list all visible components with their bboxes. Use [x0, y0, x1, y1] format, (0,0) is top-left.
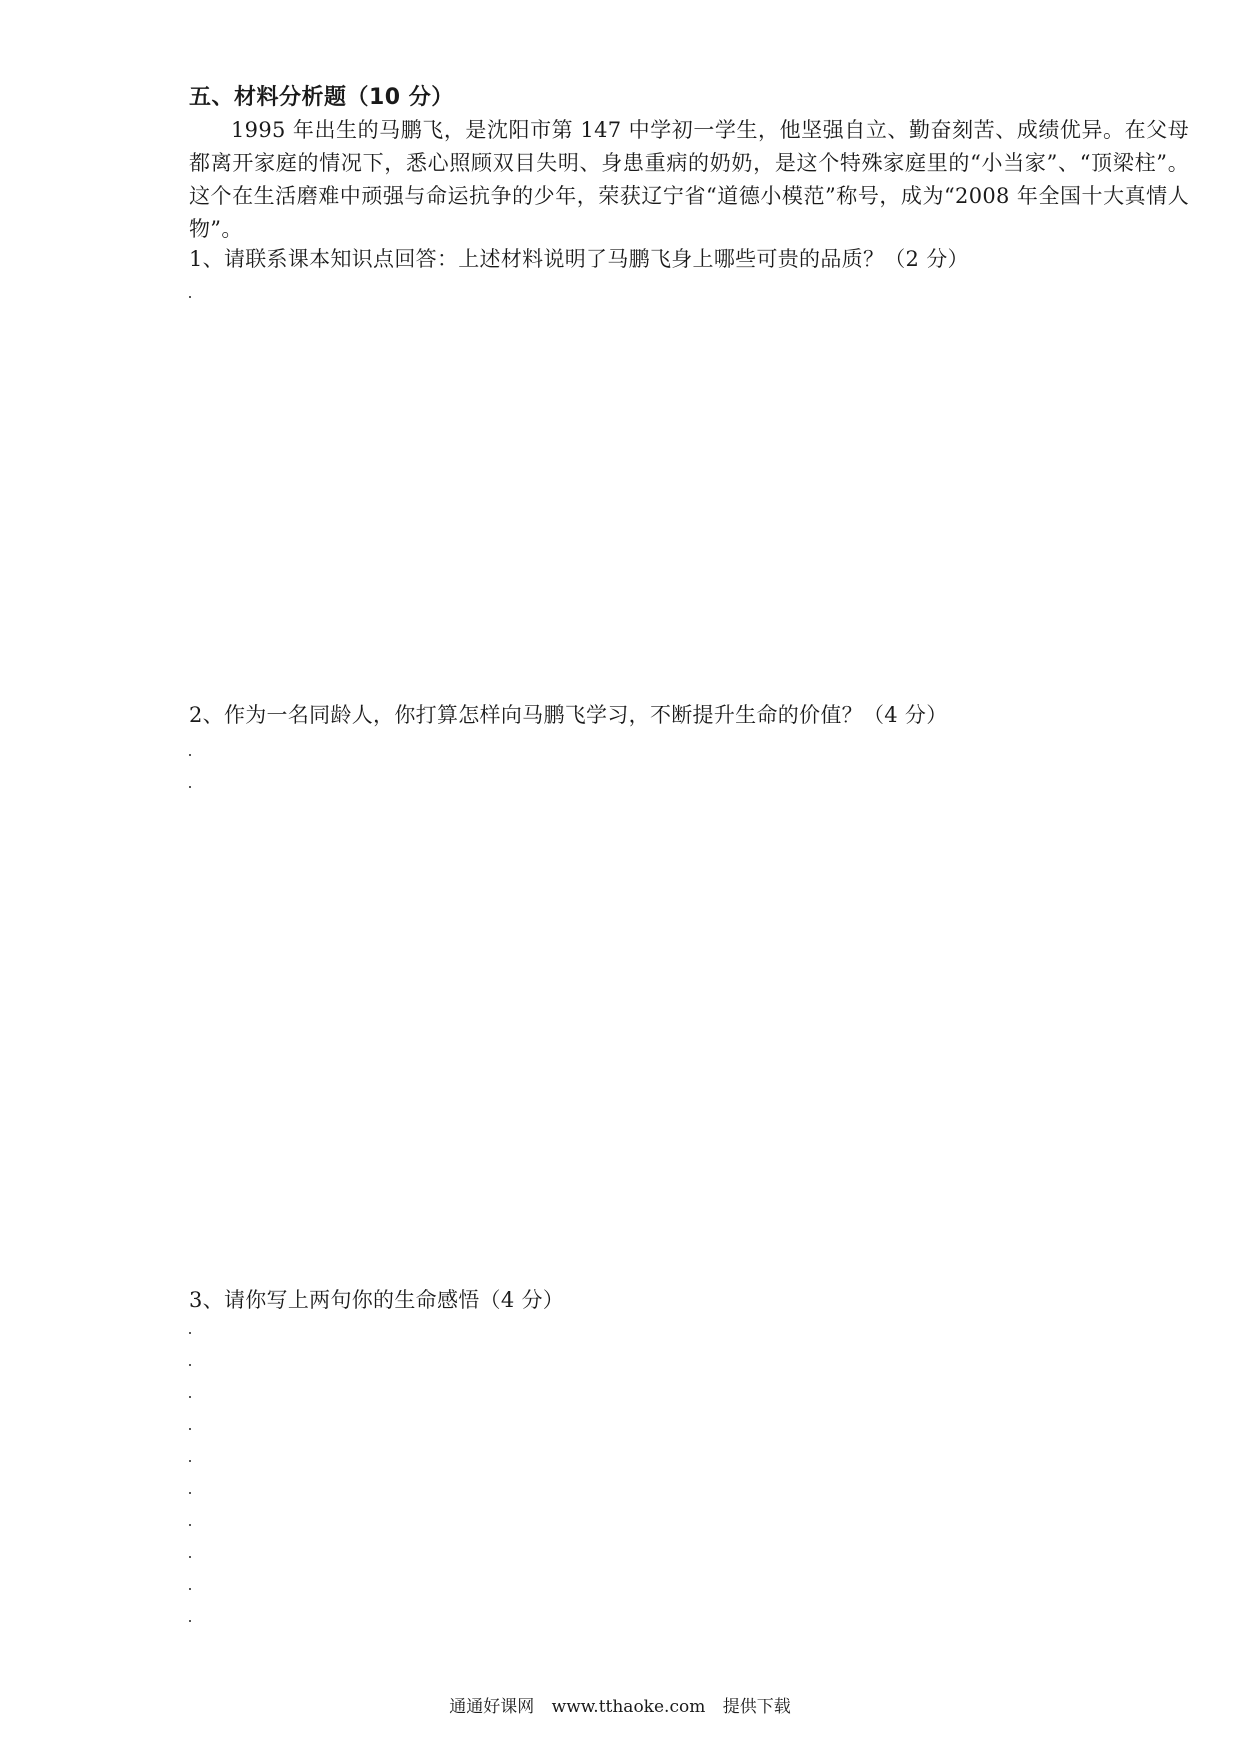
blank-line-marker — [189, 1428, 191, 1430]
page-footer — [0, 1692, 1240, 1717]
blank-line-marker — [189, 1524, 191, 1526]
footer-suffix: 提供下载 — [722, 1697, 791, 1717]
blank-line-marker — [189, 786, 191, 788]
blank-line-marker — [189, 1492, 191, 1494]
blank-line-marker — [189, 1588, 191, 1590]
answer-area-1[interactable] — [189, 280, 1189, 680]
question-2: 2、作为一名同龄人，你打算怎样向马鹏飞学习，不断提升生命的价值？（4 分） — [189, 703, 948, 727]
blank-line-marker — [189, 1556, 191, 1558]
question-1: 1、请联系课本知识点回答：上述材料说明了马鹏飞身上哪些可贵的品质？（2 分） — [189, 247, 969, 271]
blank-line-marker — [189, 1460, 191, 1462]
blank-line-marker — [189, 1396, 191, 1398]
blank-line-marker — [189, 1332, 191, 1334]
blank-line-marker — [189, 296, 191, 298]
answer-area-2[interactable] — [189, 740, 1189, 1260]
question-3: 3、请你写上两句你的生命感悟（4 分） — [189, 1288, 565, 1312]
material-paragraph: 1995 年出生的马鹏飞，是沈阳市第 147 中学初一学生，他坚强自立、勤奋刻苦、成绩优异。在父母都离开家庭的情况下，悉心照顾双目失明、身患重病的奶奶，是这个特殊家庭里的“小当家”、“顶梁柱”。这个在生活磨难中顽强与命运抗争的少年，荣获辽宁省“道德小模范”称号，成为“2008 年全国十大真情人物”。 — [189, 118, 1189, 241]
footer-site-name: 通通好课网 — [449, 1697, 535, 1717]
answer-area-3[interactable] — [189, 1320, 1189, 1640]
section-title: 五、材料分析题（10 分） — [189, 85, 454, 110]
footer-url[interactable]: www.tthaoke.com — [551, 1697, 706, 1717]
blank-line-marker — [189, 1620, 191, 1622]
blank-line-marker — [189, 1364, 191, 1366]
blank-line-marker — [189, 754, 191, 756]
